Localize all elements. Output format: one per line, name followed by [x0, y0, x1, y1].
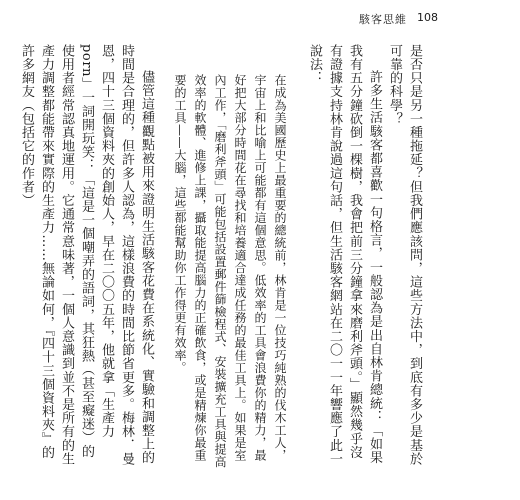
- running-header: [359, 11, 438, 27]
- block-quote: 在成為美國歷史上最重要的總統前，林肯是一位技巧純熟的伐木工人，宇宙上和比喻上可能都有這個意思。低效率的工具會浪費你的精力，最好把大部分時間花在尋找和培養適合達成任務的最佳工具上。如果是室內工作，「磨利斧頭」可能包括設置郵件篩檢程式、安裝擴充工具與提高效率的軟體、進修上課，攝取能提高腦力的正確飲食，或是精煉你最重要的工具——大腦，這些都能幫助你工作得更有效率。: [173, 74, 287, 468]
- paragraph-2: 許多生活駭客都喜歡一句格言，一般認為是出自林肯總統：「如果我有五分鐘砍倒一棵樹，我會把前三分鐘拿來磨利斧頭。」顯然幾乎沒有證據支持林肯說過這句話，但生活駭客網站在二〇一一年響應了此一說法：: [307, 44, 382, 466]
- vertical-text-body: [19, 44, 424, 468]
- paragraph-1: 是否只是另一種拖延？但我們應該問，這些方法中，到底有多少是基於可靠的科學？: [387, 44, 422, 466]
- paragraph-4: 儘管這種觀點被用來證明生活駭客花費在系統化、實驗和調整上的時間是合理的，但許多人認為，這樣浪費的時間比節省更多。梅林．曼恩，四十三個資料夾的創始人，早在二〇〇五年，他就拿「生產力 porn」一詞開玩笑：「這是一個嘲弄的語詞，其狂熱（甚至癡迷）的使用者經常認真地運用。它通常意味著，一個人意識到並不是所有的生產力調整都能帶來實際的生產力……無論如何，『四十三個資料夾』的許多網友（包括它的作者）: [19, 44, 154, 466]
- book-title: 駭客思維: [359, 13, 407, 26]
- page-number: 108: [417, 11, 438, 24]
